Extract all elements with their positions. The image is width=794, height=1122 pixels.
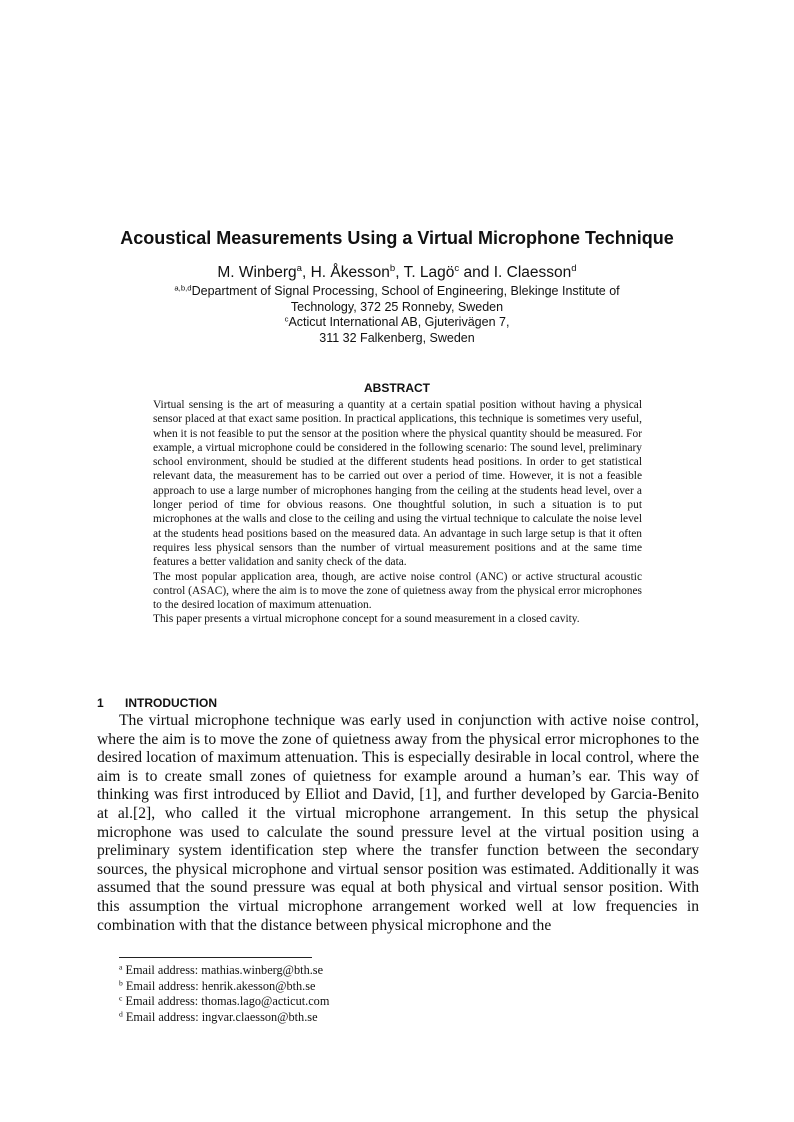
section-title: INTRODUCTION bbox=[125, 696, 217, 710]
affiliation-text: Acticut International AB, Gjuterivägen 7, bbox=[288, 315, 510, 330]
footnote-text: Email address: ingvar.claesson@bth.se bbox=[125, 1009, 318, 1024]
author-separator: , bbox=[301, 264, 311, 281]
abstract-paragraph: Virtual sensing is the art of measuring a quantity at a certain spatial position without having a physical sensor placed at that exact same position. In practical applications, this technique is sometimes very useful, when it is not feasible to put the sensor at the position where the physical quantity should be measured. For example, a virtual microphone could be considered in the following scenario: The sound level, preliminary school environment, should be studied at the different students head positions. In order to get statistical relevant data, the measurement has to be carried out over a period of time. However, it is not a feasible approach to use a large number of microphones hanging from the ceiling at the students head level, over a longer period of time for obvious reasons. One thoughtful solution, in such a situation is to put microphones at the walls and close to the ceiling and using the virtual technique to calculate the noise level at the students head positions based on the measured data. An advantage in such large setup is that it often requires less physical sensors than the number of virtual measurement positions and at the same time features a better validation and sanity check of the data. bbox=[153, 399, 642, 569]
footnote-divider bbox=[119, 957, 312, 958]
author-affiliation-mark: d bbox=[571, 263, 577, 275]
affiliation-mark: c bbox=[284, 314, 289, 324]
abstract-paragraph: The most popular application area, though, are active noise control (ANC) or active structural acoustic control (ASAC), where the aim is to move the zone of quietness away from the physical error microphones to the desired location of maximum attenuation. bbox=[153, 570, 642, 612]
author-affiliation-mark: c bbox=[454, 263, 460, 275]
author-list bbox=[0, 263, 794, 283]
author-name: M. Winberg bbox=[217, 264, 297, 281]
footnote-mark: b bbox=[119, 978, 123, 988]
author-affiliation-mark: b bbox=[389, 263, 396, 275]
affiliation-line bbox=[150, 284, 644, 315]
author-name: I. Claesson bbox=[493, 264, 572, 281]
affiliation-line bbox=[150, 315, 644, 331]
abstract-heading: ABSTRACT bbox=[364, 381, 430, 395]
paper-title: Acoustical Measurements Using a Virtual Microphone Technique bbox=[120, 228, 674, 248]
section-number: 1 bbox=[97, 696, 104, 710]
affiliation-text: Department of Signal Processing, School of Engineering, Blekinge Institute of Technology, 372 25 Ronneby, Sweden bbox=[191, 284, 620, 314]
affiliation-mark: a,b,d bbox=[174, 283, 192, 293]
author-name: H. Åkesson bbox=[310, 264, 390, 281]
footnote-mark: c bbox=[119, 993, 123, 1003]
affiliation-text: 311 32 Falkenberg, Sweden bbox=[319, 330, 475, 345]
introduction-paragraph: The virtual microphone technique was early used in conjunction with active noise control, where the aim is to move the zone of quietness away from the physical error microphones to the desired location of maximum attenuation. This is especially desirable in local control, where the aim is to create small zones of quietness for example around a human’s ear. This way of thinking was first introduced by Elliot and David, [1], and further developed by Garcia-Benito at al.[2], who called it the virtual microphone arrangement. In this setup the physical microphone was used to calculate the sound pressure level at the virtual position using a preliminary system identification step where the transfer function between the secondary sources, the physical microphone and virtual sensor position was estimated. Additionally it was assumed that the sound pressure was equal at both physical and virtual sensor position. With this assumption the virtual microphone arrangement worked well at low frequencies in combination with that the distance between physical microphone and the bbox=[97, 712, 699, 934]
abstract-body bbox=[153, 398, 642, 627]
footnote-text: Email address: thomas.lago@acticut.com bbox=[125, 994, 330, 1009]
footnotes bbox=[119, 963, 329, 1025]
footnote bbox=[119, 994, 329, 1010]
author-affiliation-mark: a bbox=[296, 263, 302, 275]
footnote bbox=[119, 963, 329, 979]
author-separator: , bbox=[395, 264, 404, 281]
footnote-text: Email address: mathias.winberg@bth.se bbox=[125, 963, 324, 977]
footnote-text: Email address: henrik.akesson@bth.se bbox=[125, 978, 316, 993]
affiliations bbox=[150, 284, 644, 346]
footnote-mark: d bbox=[119, 1009, 123, 1019]
author-separator: and bbox=[459, 264, 494, 281]
footnote bbox=[119, 1010, 329, 1026]
section-heading bbox=[97, 696, 217, 711]
affiliation-line bbox=[150, 331, 644, 347]
footnote-mark: a bbox=[119, 962, 123, 972]
abstract-paragraph: This paper presents a virtual microphone concept for a sound measurement in a closed cavity. bbox=[153, 613, 580, 626]
footnote bbox=[119, 979, 329, 995]
author-name: T. Lagö bbox=[403, 264, 455, 281]
